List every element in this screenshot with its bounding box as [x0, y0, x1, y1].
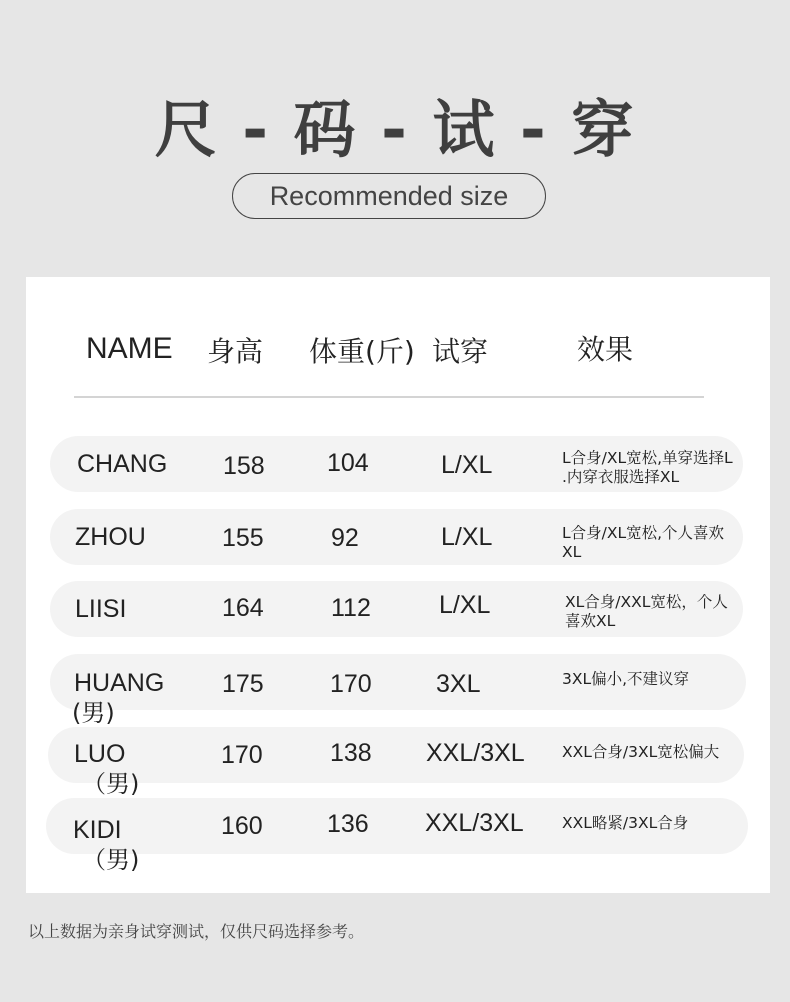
row-effect: 3XL偏小,不建议穿: [562, 670, 690, 688]
column-header-fitting: 试穿: [432, 335, 489, 368]
row-weight: 136: [327, 810, 369, 838]
column-header-weight: 体重(斤): [309, 335, 415, 368]
row-height: 158: [223, 452, 265, 480]
row-name: HUANG: [74, 669, 165, 697]
row-weight: 112: [331, 594, 371, 622]
row-name-extra: (男): [72, 699, 115, 727]
row-size: XXL/3XL: [426, 739, 525, 767]
footer-note: 以上数据为亲身试穿测试，仅供尺码选择参考。: [28, 922, 365, 941]
row-effect: L合身/XL宽松,单穿选择L .内穿衣服选择XL: [562, 449, 733, 486]
row-name: ZHOU: [75, 523, 146, 551]
row-name-extra: （男): [82, 770, 140, 798]
row-weight: 92: [331, 524, 359, 552]
row-weight: 170: [330, 670, 372, 698]
row-effect: L合身/XL宽松,个人喜欢XL: [562, 524, 725, 561]
row-height: 155: [222, 524, 264, 552]
row-size: L/XL: [441, 451, 493, 479]
column-header-effect: 效果: [577, 333, 634, 366]
row-height: 170: [221, 741, 263, 769]
row-height: 160: [221, 812, 263, 840]
row-effect: XXL合身/3XL宽松偏大: [562, 743, 720, 761]
row-effect: XXL略紧/3XL合身: [562, 814, 689, 832]
row-effect: XL合身/XXL宽松，个人喜欢XL: [565, 593, 728, 630]
row-name-extra: （男): [82, 846, 140, 874]
header-divider: [74, 396, 704, 398]
row-size: L/XL: [441, 523, 493, 551]
row-weight: 138: [330, 739, 372, 767]
page-title: 尺 - 码 - 试 - 穿: [154, 93, 636, 166]
row-size: XXL/3XL: [425, 809, 524, 837]
column-header-name: NAME: [86, 332, 173, 365]
subtitle-badge: [232, 173, 546, 219]
row-weight: 104: [327, 449, 369, 477]
row-name: KIDI: [73, 816, 122, 844]
row-height: 175: [222, 670, 264, 698]
row-size: 3XL: [436, 670, 481, 698]
size-table-card: [26, 277, 770, 893]
column-header-height: 身高: [207, 335, 264, 368]
row-name: LIISI: [75, 595, 127, 623]
row-name: LUO: [74, 740, 126, 768]
row-size: L/XL: [439, 591, 491, 619]
row-height: 164: [222, 594, 264, 622]
row-name: CHANG: [77, 450, 168, 478]
subtitle-label: Recommended size: [269, 180, 509, 211]
